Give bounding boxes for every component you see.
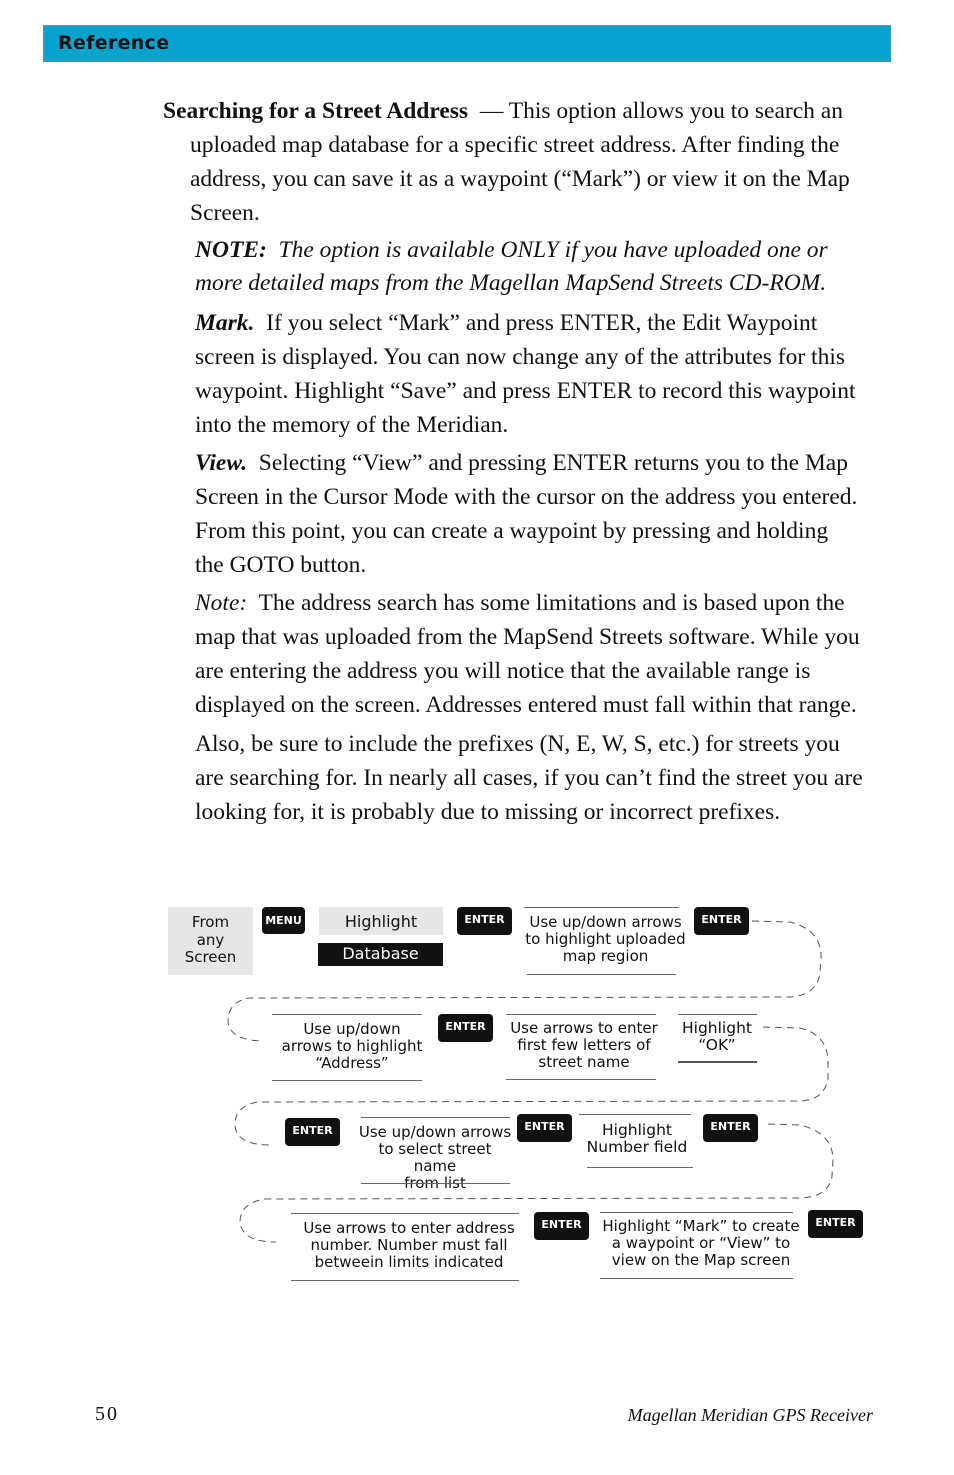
enter-key-1: ENTER xyxy=(457,907,512,935)
note2-label: Note: xyxy=(195,590,248,616)
step6-text xyxy=(579,1122,695,1156)
start-line-3: Screen xyxy=(184,948,237,966)
section-header-title: Reference xyxy=(58,32,170,54)
step2-top-rule xyxy=(272,1014,422,1015)
step7-bottom-rule xyxy=(291,1280,519,1281)
step8-line-1: Highlight “Mark” to create xyxy=(602,1217,800,1235)
step3-line-2: first few letters of xyxy=(517,1036,651,1054)
section-heading: Searching for a Street Address xyxy=(163,98,469,124)
step7-line-2: number. Number must fall xyxy=(310,1236,508,1254)
step5-line-3: from list xyxy=(404,1174,466,1192)
step5-top-rule xyxy=(361,1117,510,1118)
step3-bottom-rule xyxy=(506,1079,656,1080)
menu-key: MENU xyxy=(262,907,305,934)
book-title: Magellan Meridian GPS Receiver xyxy=(627,1405,873,1425)
step5-line-2: to select street name xyxy=(378,1140,492,1175)
step8-line-3: view on the Map screen xyxy=(611,1251,791,1269)
step1-bottom-rule xyxy=(527,974,676,975)
step7-top-rule xyxy=(291,1213,519,1214)
start-box-text xyxy=(168,914,253,967)
step4-line-2: “OK” xyxy=(698,1036,736,1054)
highlight-label: Highlight xyxy=(344,912,418,931)
step6-bottom-rule xyxy=(587,1167,693,1168)
step1-top-rule xyxy=(524,907,679,908)
step2-bottom-rule xyxy=(272,1080,422,1081)
enter-key-2: ENTER xyxy=(694,907,749,935)
start-line-2: any xyxy=(196,930,225,949)
step7-line-1: Use arrows to enter address xyxy=(303,1219,515,1237)
step4-top-rule xyxy=(678,1014,757,1015)
step3-text xyxy=(506,1020,662,1071)
step7-text xyxy=(291,1220,527,1271)
intro-text: — This option allows you to search an uploaded map database for a specific street address. After finding the address, you can save it as a waypoint (“Mark”) or view it on the Map Screen. xyxy=(190,98,850,226)
note2-text: The address search has some limitations and is based upon the map that was uploaded from the MapSend Streets software. While you are entering the address you will notice that the available range is displayed on the screen. Addresses entered must fall within that range. xyxy=(195,590,860,718)
mark-text: If you select “Mark” and press ENTER, the Edit Waypoint screen is displayed. You can now change any of the attributes for this waypoint. Highlight “Save” and press ENTER to record this waypoint into the memory of the Meridian. xyxy=(195,310,856,438)
enter-key-3: ENTER xyxy=(438,1014,493,1042)
step1-line-1: Use up/down arrows xyxy=(529,913,682,931)
step2-line-3: “Address” xyxy=(315,1054,389,1072)
step3-line-3: street name xyxy=(538,1053,630,1071)
step1-text xyxy=(524,914,687,965)
start-line-1: From xyxy=(191,913,230,931)
step2-line-2: arrows to highlight xyxy=(281,1037,423,1055)
step4-text xyxy=(676,1020,758,1054)
step1-line-3: map region xyxy=(562,947,649,965)
step8-top-rule xyxy=(600,1212,793,1213)
enter-key-4: ENTER xyxy=(285,1118,340,1146)
step6-top-rule xyxy=(579,1114,691,1115)
step8-text xyxy=(598,1218,804,1269)
database-label: Database xyxy=(342,944,419,963)
step3-line-1: Use arrows to enter xyxy=(510,1019,658,1037)
step2-text xyxy=(272,1021,432,1072)
enter-key-8: ENTER xyxy=(808,1210,863,1238)
enter-key-5: ENTER xyxy=(517,1114,572,1142)
step4-line-1: Highlight xyxy=(682,1019,752,1037)
mark-label: Mark. xyxy=(195,310,255,336)
step5-bottom-rule xyxy=(361,1183,510,1184)
step5-text xyxy=(355,1124,515,1192)
step6-line-1: Highlight xyxy=(602,1121,672,1139)
note-text: The option is available ONLY if you have uploaded one or more detailed maps from the Magellan MapSend Streets CD-ROM. xyxy=(195,237,828,296)
step4-bottom-rule xyxy=(678,1061,757,1063)
step2-line-1: Use up/down xyxy=(303,1020,401,1038)
prefix-text: Also, be sure to include the prefixes (N, E, W, S, etc.) for streets you are searching for. In nearly all cases, if you can’t find the street you are looking for, it is probably due to missing or incorrect prefixes. xyxy=(195,731,863,825)
step8-bottom-rule xyxy=(600,1278,793,1279)
enter-key-6: ENTER xyxy=(703,1114,758,1142)
step7-line-3: betweein limits indicated xyxy=(314,1253,504,1271)
page-number: 50 xyxy=(95,1403,119,1425)
note-label: NOTE: xyxy=(195,237,267,263)
enter-key-7: ENTER xyxy=(534,1212,589,1240)
step1-line-2: to highlight uploaded xyxy=(525,930,686,948)
view-text: Selecting “View” and pressing ENTER returns you to the Map Screen in the Cursor Mode with the cursor on the address you entered. From this point, you can create a waypoint by pressing and holding the GOTO button. xyxy=(195,450,858,578)
step8-line-2: a waypoint or “View” to xyxy=(611,1234,791,1252)
step5-line-1: Use up/down arrows xyxy=(358,1123,512,1141)
step6-line-2: Number field xyxy=(586,1138,688,1156)
step3-top-rule xyxy=(506,1014,656,1015)
view-label: View. xyxy=(195,450,248,476)
